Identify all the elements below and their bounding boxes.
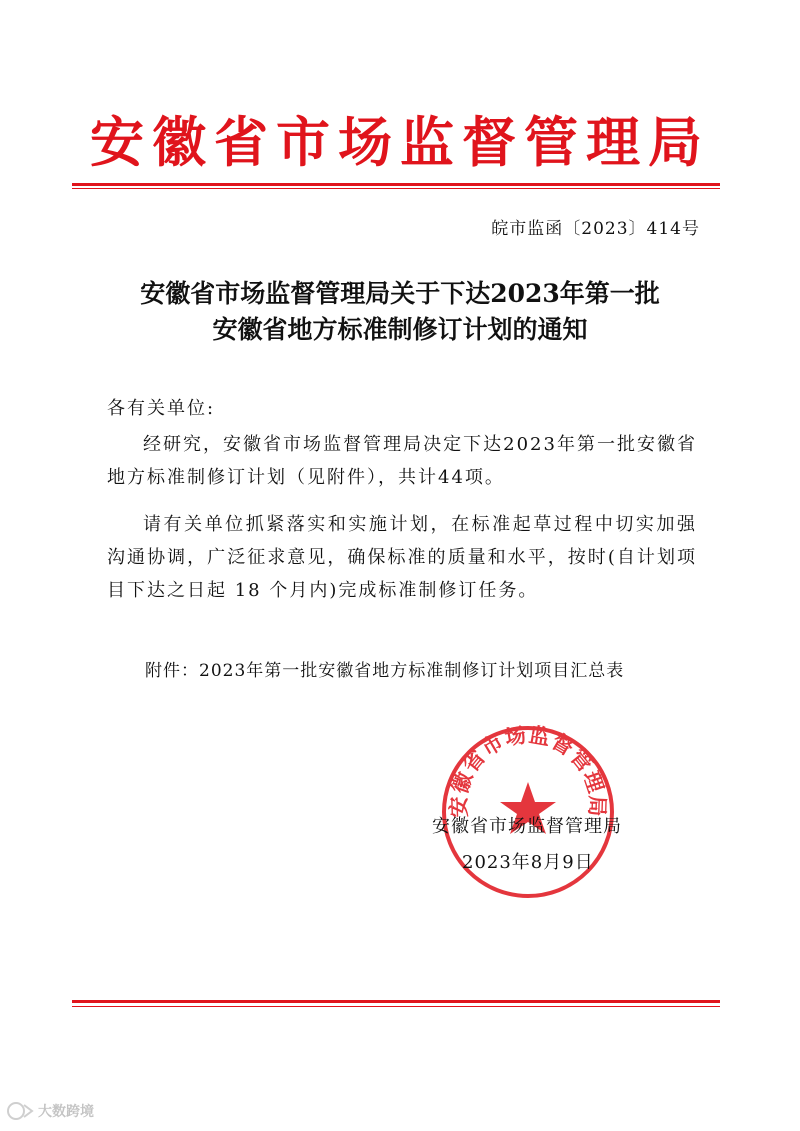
watermark-logo-icon [6,1101,34,1121]
signature-date: 2023年8月9日 [462,852,594,873]
footer-red-rule [72,1000,720,1007]
watermark-text: 大数跨境 [38,1104,94,1120]
signature-organization: 安徽省市场监督管理局 [432,816,622,837]
header-red-rule [72,183,720,189]
watermark [6,1100,94,1122]
salutation: 各有关单位: [107,398,216,419]
document-title-line-1: 安徽省市场监督管理局关于下达2023年第一批 [140,279,660,308]
svg-text:安徽省市场监督管理局: 安徽省市场监督管理局 [446,722,610,818]
body-paragraph-1: 经研究，安徽省市场监督管理局决定下达2023年第一批安徽省地方标准制修订计划（见附件），共计44项。 [107,434,697,488]
document-title-line-2: 安徽省地方标准制修订计划的通知 [212,315,588,344]
agency-header-title: 安徽省市场监督管理局 [90,110,710,174]
document-title [0,276,800,348]
attachment-note: 附件：2023年第一批安徽省地方标准制修订计划项目汇总表 [145,661,625,681]
body-paragraph-2: 请有关单位抓紧落实和实施计划，在标准起草过程中切实加强沟通协调，广泛征求意见，确保标准的质量和水平，按时(自计划项目下达之日起 18 个月内)完成标准制修订任务。 [107,514,697,601]
document-number: 皖市监函〔2023〕414号 [491,219,700,239]
